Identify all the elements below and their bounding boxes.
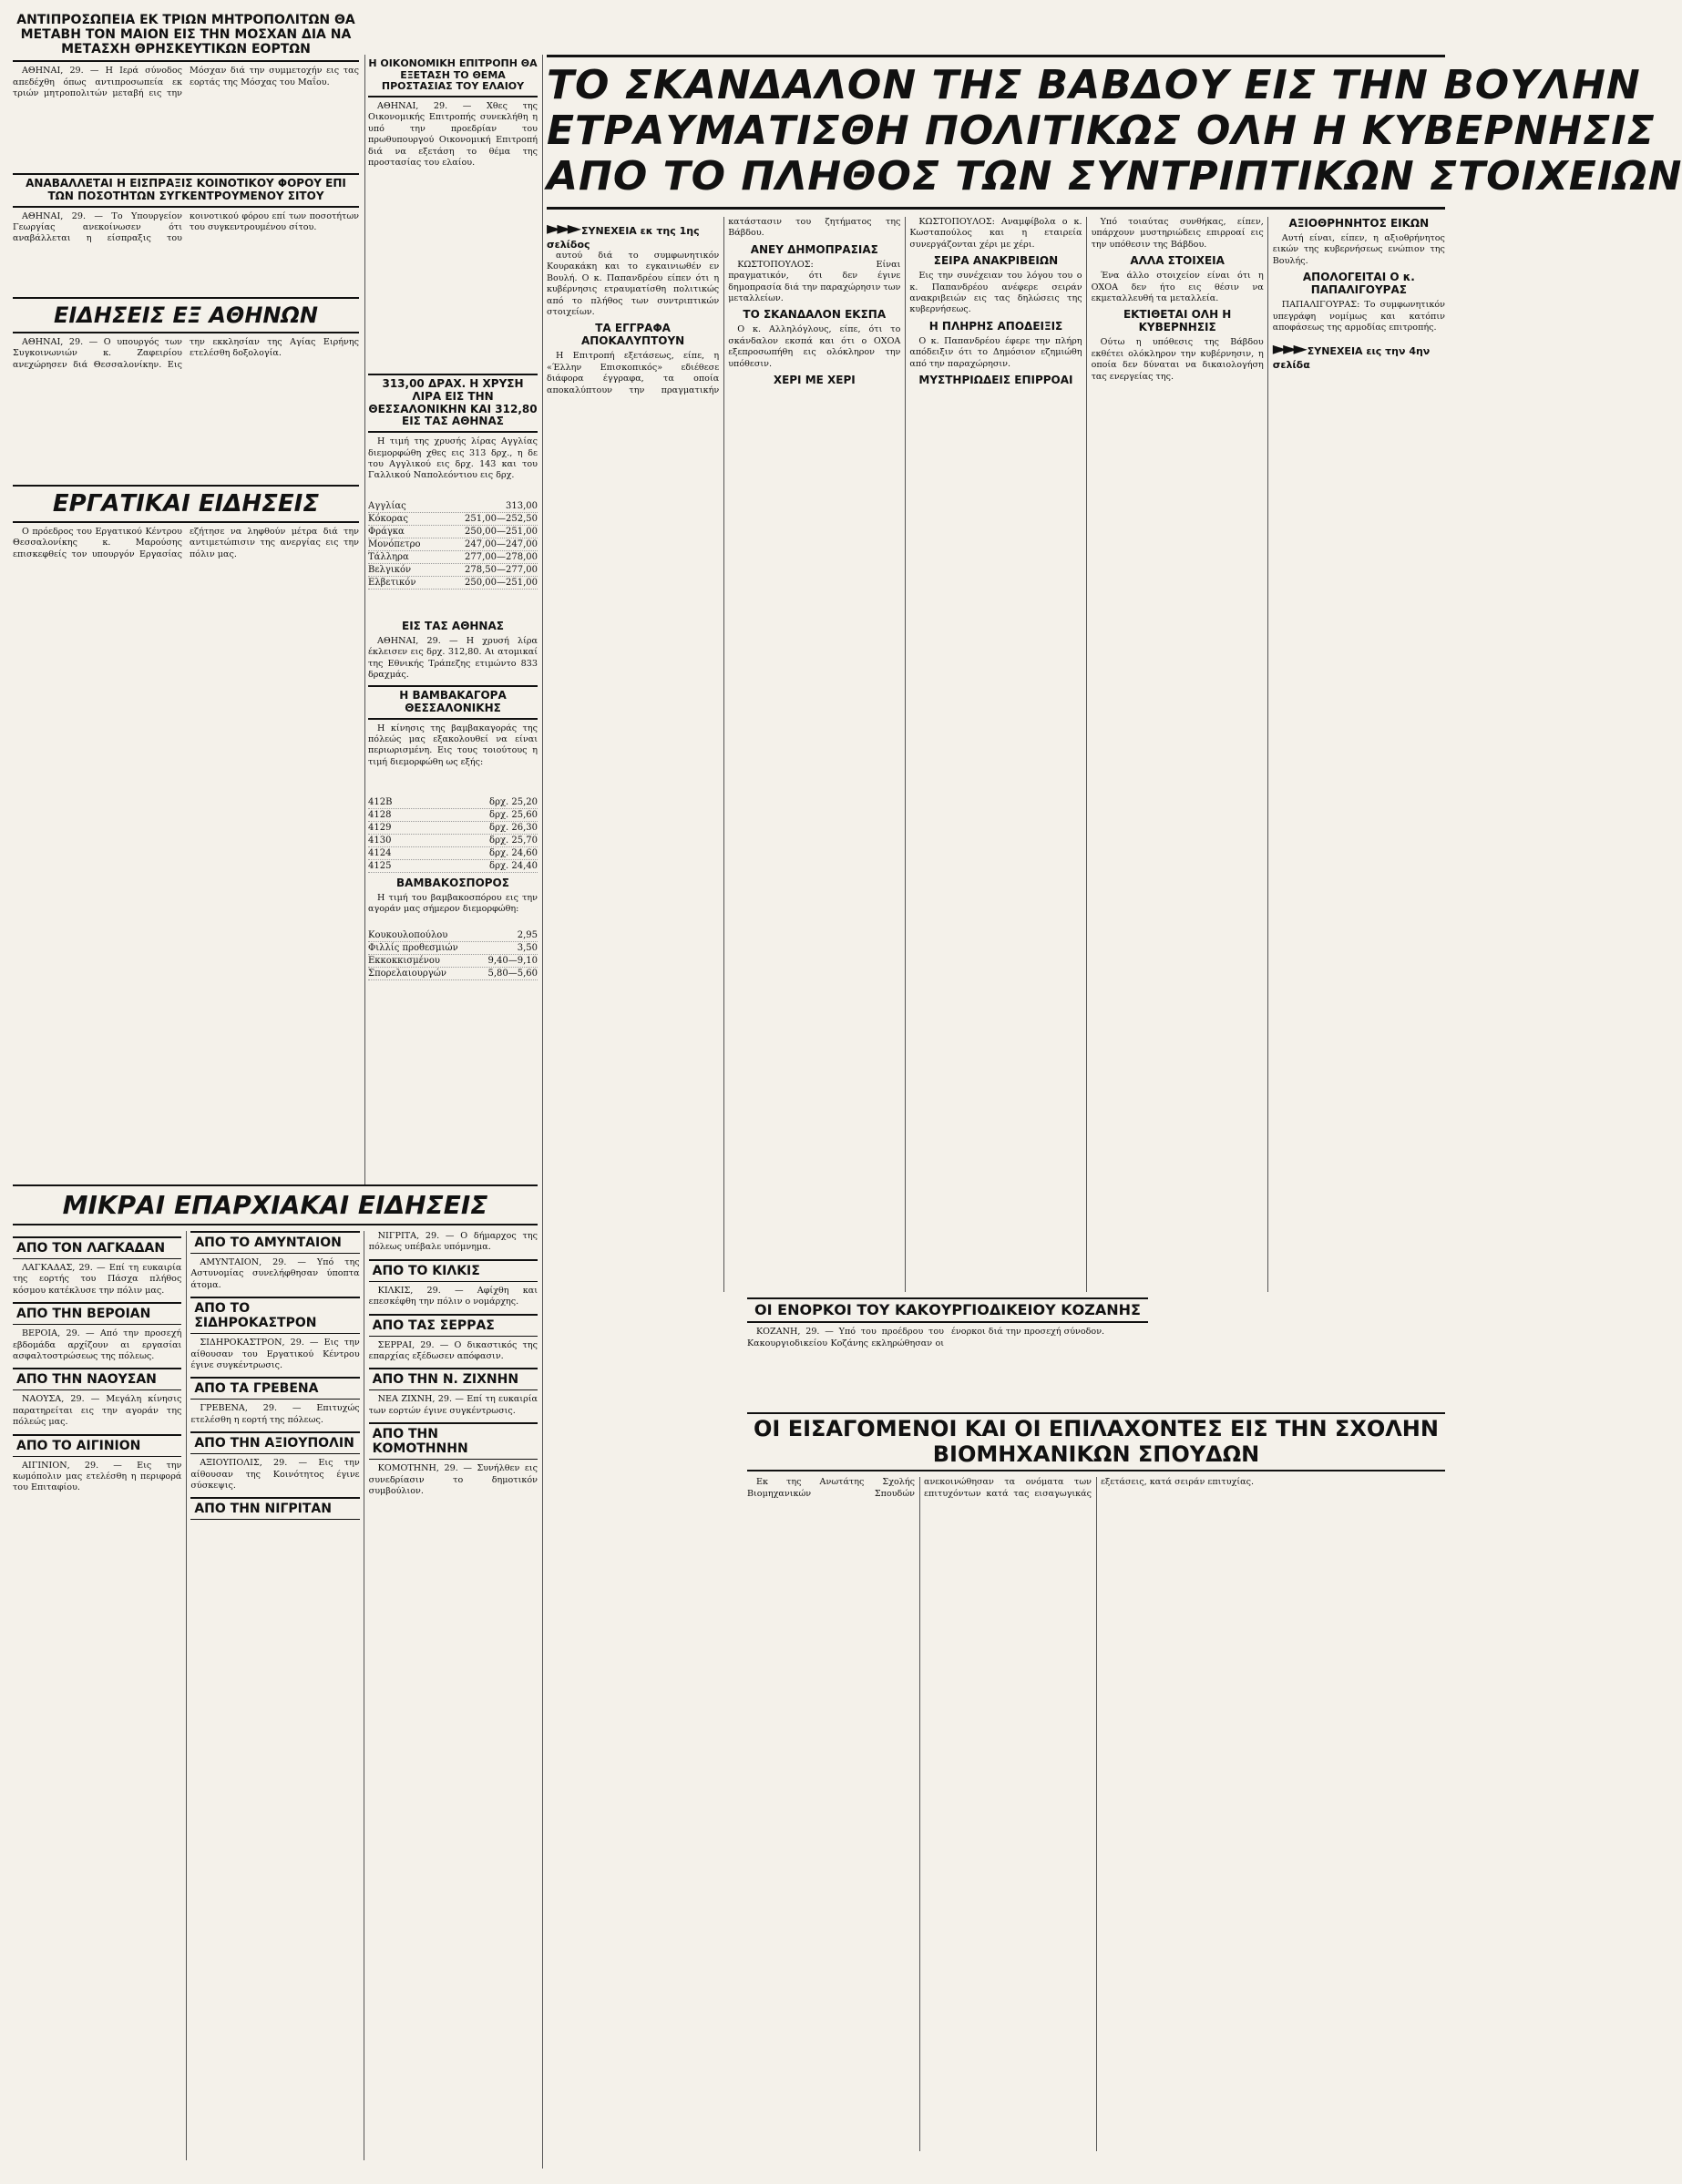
article-paragraph: Ούτω η υπόθεσις της Βάβδου εκθέτει ολόκληρον την κυβέρνησιν, η οποία δεν δύναται να δικαιολογήση τας ενεργείας της. xyxy=(1091,337,1264,382)
provincial-section xyxy=(190,1377,359,1426)
economic-committee-body xyxy=(368,101,538,365)
main-headline-line1: ΤΟ ΣΚΑΝΔΑΛΟΝ ΤΗΣ ΒΑΒΔΟΥ ΕΙΣ ΤΗΝ ΒΟΥΛΗΝ xyxy=(547,62,1641,108)
article-paragraph: ΚΩΣΤΟΠΟΥΛΟΣ: Αναμφίβολα ο κ. Κωσταπούλος και η εταιρεία συνεργάζονται χέρι με χέρι. xyxy=(909,217,1082,250)
provincial-section xyxy=(13,1236,181,1297)
provincial-section-title: ΑΠΟ ΤΟ ΣΙΔΗΡΟΚΑΣΤΡΟΝ xyxy=(190,1297,359,1334)
tax-article xyxy=(13,173,359,292)
provincial-section xyxy=(13,1368,181,1428)
table-row: Σπορελαιουργών 5,80—5,60 xyxy=(368,968,538,979)
table-row: Αγγλίας 313,00 xyxy=(368,501,538,512)
tax-body xyxy=(13,211,359,293)
provincial-section-text: ΣΙΔΗΡΟΚΑΣΤΡΟΝ, 29. — Εις την αίθουσαν του Εργατικού Κέντρου έγινε συγκέντρωσις. xyxy=(190,1338,360,1371)
provincial-section-text: ΚΙΛΚΙΣ, 29. — Αφίχθη και επεσκέφθη την πόλιν ο νομάρχης. xyxy=(368,1285,538,1307)
cotton-text: Η κίνησις της βαμβακαγοράς της πόλεώς μας εξακολουθεί να είναι περιωρισμένη. Εις τους τοιούτους η τιμή διεμορφώθη ως εξής: xyxy=(368,723,538,767)
column-rule xyxy=(364,55,365,1184)
provincial-section-text: ΣΕΡΡΑΙ, 29. — Ο δικαστικός της επαρχίας εξέδωσεν απόφασιν. xyxy=(368,1339,538,1362)
main-headline xyxy=(547,55,1682,210)
arrow-icon: ►►► xyxy=(1272,337,1304,360)
provincial-section-text: ΓΡΕΒΕΝΑ, 29. — Επιτυχώς ετελέσθη η εορτή της πόλεως. xyxy=(190,1403,360,1425)
jurors-body xyxy=(747,1327,1148,1400)
economic-committee-text: ΑΘΗΝΑΙ, 29. — Χθες της Οικονομικής Επιτροπής συνεκλήθη η υπό την προεδρίαν του πρωθυπουργού Οικονομική Επιτροπή διά να εξετάση το θέμα της προστασίας του ελαίου. xyxy=(368,100,538,168)
table-row: Εκκοκκισμένου 9,40—9,10 xyxy=(368,955,538,966)
article-subhead: Η ΠΛΗΡΗΣ ΑΠΟΔΕΙΞΙΣ xyxy=(928,319,1063,333)
table-row: 4129 δρχ. 26,30 xyxy=(368,822,538,833)
labor-news-body xyxy=(13,527,359,709)
article-subhead: ΤΑ ΕΓΓΡΑΦΑ ΑΠΟΚΑΛΥΠΤΟΥΝ xyxy=(580,322,685,348)
cottonseed-price-table xyxy=(368,929,538,980)
article-subhead: ΑΛΛΑ ΣΤΟΙΧΕΙΑ xyxy=(1130,254,1225,268)
provincial-news-title: ΜΙΚΡΑΙ ΕΠΑΡΧΙΑΚΑΙ ΕΙΔΗΣΕΙΣ xyxy=(13,1184,538,1225)
gold-pound-body xyxy=(368,436,538,500)
article-subhead: ΑΞΙΟΘΡΗΝΗΤΟΣ ΕΙΚΩΝ xyxy=(1288,217,1430,230)
provincial-section-title: ΑΠΟ ΤΗΝ ΝΙΓΡΙΤΑΝ xyxy=(190,1497,359,1520)
jurors-headline: ΟΙ ΕΝΟΡΚΟΙ ΤΟΥ ΚΑΚΟΥΡΓΙΟΔΙΚΕΙΟΥ ΚΟΖΑΝΗΣ xyxy=(747,1297,1148,1323)
main-headline-line3: ΑΠΟ ΤΟ ΠΛΗΘΟΣ ΤΩΝ ΣΥΝΤΡΙΠΤΙΚΩΝ ΣΤΟΙΧΕΙΩΝ xyxy=(547,153,1682,200)
continued-end-label: ►►► ΣΥΝΕΧΕΙΑ εις την 4ην σελίδα xyxy=(1272,337,1431,372)
table-row: Μονόπετρο 247,00—247,00 xyxy=(368,539,538,550)
cotton-body xyxy=(368,723,538,796)
provincial-section-title: ΑΠΟ ΤΑΣ ΣΕΡΡΑΣ xyxy=(369,1314,538,1337)
provincial-section xyxy=(190,1297,359,1371)
provincial-section-title: ΑΠΟ ΤΟ ΚΙΛΚΙΣ xyxy=(369,1259,538,1282)
cottonseed-text: Η τιμή του βαμβακοσπόρου εις την αγοράν μας σήμερον διεμορφώθη: xyxy=(368,892,538,914)
table-row: 4128 δρχ. 25,60 xyxy=(368,809,538,820)
main-headline-line2: ΕΤΡΑΥΜΑΤΙΣΘΗ ΠΟΛΙΤΙΚΩΣ ΟΛΗ Η ΚΥΒΕΡΝΗΣΙΣ xyxy=(547,108,1656,154)
continued-label: ►►► ΣΥΝΕΧΕΙΑ εκ της 1ης σελίδος xyxy=(547,217,700,251)
table-row: Τάλληρα 277,00—278,00 xyxy=(368,552,538,563)
table-row: Ελβετικόν 250,00—251,00 xyxy=(368,578,538,589)
jurors-text: ΚΟΖΑΝΗ, 29. — Υπό του προέδρου του Κακουργιοδικείου Κοζάνης εκληρώθησαν οι ένορκοι διά την προσεχή σύνοδον. xyxy=(747,1327,1105,1348)
article-subhead: ΑΠΟΛΟΓΕΙΤΑΙ Ο κ. ΠΑΠΑΛΙΓΟΥΡΑΣ xyxy=(1302,271,1415,297)
table-row: 4124 δρχ. 24,60 xyxy=(368,847,538,858)
cotton-headline: Η ΒΑΜΒΑΚΑΓΟΡΑ ΘΕΣΣΑΛΟΝΙΚΗΣ xyxy=(368,685,538,720)
article-paragraph: ΠΑΠΑΛΙΓΟΥΡΑΣ: Το συμφωνητικόν υπεγράφη νομίμως και κατόπιν αποφάσεως της αρμοδίας επιτροπής. xyxy=(1272,300,1445,333)
provincial-section-text: ΑΙΓΙΝΙΟΝ, 29. — Εις την κωμόπολιν μας ετελέσθη η περιφορά του Επιταφίου. xyxy=(13,1460,182,1493)
article-subhead: ΤΟ ΣΚΑΝΔΑΛΟΝ ΕΚΣΠΑ xyxy=(743,308,887,322)
athens-news-article xyxy=(13,297,359,479)
provincial-news-article xyxy=(13,1184,538,2169)
athens-price-title: ΕΙΣ ΤΑΣ ΑΘΗΝΑΣ xyxy=(402,620,504,632)
article-subhead: ΑΝΕΥ ΔΗΜΟΠΡΑΣΙΑΣ xyxy=(750,242,878,256)
provincial-section-title: ΑΠΟ ΤΟ ΑΜΥΝΤΑΙΟΝ xyxy=(190,1231,359,1254)
gold-price-table xyxy=(368,500,538,590)
column-rule xyxy=(542,55,543,2169)
provincial-columns xyxy=(13,1231,538,2160)
athens-news-title: ΕΙΔΗΣΕΙΣ ΕΞ ΑΘΗΝΩΝ xyxy=(13,297,359,333)
athens-news-text: ΑΘΗΝΑΙ, 29. — Ο υπουργός των Συγκοινωνιών κ. Ζαφειρίου ανεχώρησεν διά Θεσσαλονίκην. Εις την εκκλησίαν της Αγίας Ειρήνης ετελέσθη δοξολογία. xyxy=(13,337,359,370)
provincial-section-text: ΝΑΟΥΣΑ, 29. — Μεγάλη κίνησις παρατηρείται εις την αγοράν της πόλεώς μας. xyxy=(13,1394,182,1428)
cotton-article xyxy=(368,685,538,1177)
table-row: Βελγικόν 278,50—277,00 xyxy=(368,565,538,576)
provincial-section-title: ΑΠΟ ΤΟ ΑΙΓΙΝΙΟΝ xyxy=(13,1434,181,1457)
table-row: Κουκουλοπούλου 2,95 xyxy=(368,929,538,940)
metropolitans-body xyxy=(13,66,359,175)
provincial-section-text: ΑΞΙΟΥΠΟΛΙΣ, 29. — Εις την αίθουσαν της Κοινότητος έγινε σύσκεψις. xyxy=(190,1458,360,1492)
article-subhead: ΧΕΡΙ ΜΕ ΧΕΡΙ xyxy=(773,374,856,387)
provincial-section-text: ΛΑΓΚΑΔΑΣ, 29. — Επί τη ευκαιρία της εορτής του Πάσχα πλήθος κόσμου κατέκλυσε την πόλιν μας. xyxy=(13,1263,182,1296)
article-paragraph: Αυτή είναι, είπεν, η αξιοθρήνητος εικών της κυβερνήσεως ενώπιον της Βουλής. xyxy=(1272,233,1445,266)
gold-pound-text: Η τιμή της χρυσής λίρας Αγγλίας διεμορφώθη χθες εις 313 δρχ., η δε του Αγγλικού εις δρχ. 143 και του Γαλλικού Ναπολεόντιου εις δρχ. xyxy=(368,436,538,481)
metropolitans-text: ΑΘΗΝΑΙ, 29. — Η Ιερά σύνοδος απεδέχθη όπως αντιπροσωπεία εκ τριών μητροπολιτών μεταβή εις την Μόσχαν διά την συμμετοχήν εις τας εορτάς της Μόσχας του Μαΐου. xyxy=(13,66,359,99)
provincial-section-text: ΑΜΥΝΤΑΙΟΝ, 29. — Υπό της Αστυνομίας συνελήφθησαν ύποπτα άτομα. xyxy=(190,1257,360,1290)
article-paragraph: Εις την συνέχειαν του λόγου του ο κ. Παπανδρέου ανέφερε σειράν ανακριβειών εις τας δηλώσεις της κυβερνήσεως. xyxy=(909,271,1082,315)
cottonseed-body xyxy=(368,893,538,929)
table-row: 4130 δρχ. 25,70 xyxy=(368,835,538,846)
article-paragraph: Ο κ. Αλληλόγλους, είπε, ότι το σκάνδαλον εκσπά και ότι ο ΟΧΟΑ εξεπροσωπήθη εις ολόκληρον την υπόθεσιν. xyxy=(728,324,901,369)
provincial-section-title: ΑΠΟ ΤΗΝ ΑΞΙΟΥΠΟΛΙΝ xyxy=(190,1431,359,1454)
athens-price-body xyxy=(368,636,538,681)
athens-price-article xyxy=(368,616,538,680)
article-paragraph: Η Επιτροπή εξετάσεως, είπε, η «Έλλην Επισκοπικός» εδιέθεσε διάφορα έγγραφα, τα οποία αποκαλύπτουν την πραγματικήν κατάστασιν του ζητήματος της Βάβδου. xyxy=(547,217,901,395)
metropolitans-headline: ΑΝΤΙΠΡΟΣΩΠΕΙΑ ΕΚ ΤΡΙΩΝ ΜΗΤΡΟΠΟΛΙΤΩΝ ΘΑ ΜΕΤΑΒΗ ΤΟΝ ΜΑΙΟΝ ΕΙΣ ΤΗΝ ΜΟΣΧΑΝ ΔΙΑ ΝΑ ΜΕΤΑΣΧΗ ΘΡΗΣΚΕΥΤΙΚΩΝ ΕΟΡΤΩΝ xyxy=(13,13,359,62)
tax-headline: ΑΝΑΒΑΛΛΕΤΑΙ Η ΕΙΣΠΡΑΞΙΣ ΚΟΙΝΟΤΙΚΟΥ ΦΟΡΟΥ ΕΠΙ ΤΩΝ ΠΟΣΟΤΗΤΩΝ ΣΥΓΚΕΝΤΡΟΥΜΕΝΟΥ ΣΙΤΟΥ xyxy=(13,173,359,208)
table-row: 412Β δρχ. 25,20 xyxy=(368,796,538,807)
provincial-section xyxy=(369,1259,538,1308)
article-subhead: ΣΕΙΡΑ ΑΝΑΚΡΙΒΕΙΩΝ xyxy=(933,254,1059,268)
provincial-section-title: ΑΠΟ ΤΟΝ ΛΑΓΚΑΔΑΝ xyxy=(13,1236,181,1259)
school-body xyxy=(747,1477,1445,2151)
metropolitans-article xyxy=(13,13,359,168)
gold-pound-article xyxy=(368,374,538,610)
main-article xyxy=(547,217,1445,1292)
provincial-section xyxy=(13,1434,181,1494)
article-subhead: ΜΥΣΤΗΡΙΩΔΕΙΣ ΕΠΙΡΡΟΑΙ xyxy=(918,374,1073,387)
article-paragraph: Ένα άλλο στοιχείον είναι ότι η ΟΧΟΑ δεν ήτο εις θέσιν να εκμεταλλευθή τα μεταλλεία. xyxy=(1091,271,1264,304)
provincial-section-text: ΝΙΓΡΙΤΑ, 29. — Ο δήμαρχος της πόλεως υπέβαλε υπόμνημα. xyxy=(368,1231,538,1253)
arrow-icon: ►►► xyxy=(547,217,579,239)
provincial-section xyxy=(369,1368,538,1417)
labor-news-title: ΕΡΓΑΤΙΚΑΙ ΕΙΔΗΣΕΙΣ xyxy=(13,485,359,523)
provincial-section xyxy=(190,1431,359,1492)
athens-price-text: ΑΘΗΝΑΙ, 29. — Η χρυσή λίρα έκλεισεν εις δρχ. 312,80. Αι ατομικαί της Εθνικής Τράπεζης ετιμώντο 833 δραχμάς. xyxy=(368,636,538,681)
provincial-section-text: ΒΕΡΟΙΑ, 29. — Από την προσεχή εβδομάδα αρχίζουν αι εργασίαι ασφαλτοστρώσεως της πόλεως. xyxy=(13,1328,182,1362)
table-row: 4125 δρχ. 24,40 xyxy=(368,860,538,871)
article-paragraph: αυτού διά το συμφωνητικόν Κουρακάκη και το εγκαινιωθέν εν Βουλή. Ο κ. Παπανδρέου είπεν ότι η κυβέρνησις ετραυματίσθη πολιτικώς από το πλήθος των συντριπτικών στοιχείων. xyxy=(547,251,720,318)
provincial-section-title: ΑΠΟ ΤΗΝ ΚΟΜΟΤΗΝΗΝ xyxy=(369,1422,538,1460)
provincial-section-text: ΝΕΑ ΖΙΧΝΗ, 29. — Επί τη ευκαιρία των εορτών έγινε συγκέντρωσις. xyxy=(368,1394,538,1416)
jurors-article xyxy=(747,1297,1148,1407)
tax-text: ΑΘΗΝΑΙ, 29. — Το Υπουργείον Γεωργίας ανεκοίνωσεν ότι αναβάλλεται η είσπραξις του κοινοτικού φόρου επί των ποσοτήτων του συγκεντρουμένου σίτου. xyxy=(13,210,359,244)
provincial-section xyxy=(190,1231,359,1291)
labor-news-article xyxy=(13,485,359,713)
provincial-section xyxy=(13,1302,181,1362)
labor-news-text: Ο πρόεδρος του Εργατικού Κέντρου Θεσσαλονίκης κ. Μαρούσης επισκεφθείς τον υπουργόν Εργασίας εζήτησε να ληφθούν μέτρα διά την αντιμετώπισιν της ανεργίας εις την πόλιν μας. xyxy=(13,527,359,559)
article-paragraph: ΚΩΣΤΟΠΟΥΛΟΣ: Είναι πραγματικόν, ότι δεν έγινε δημοπρασία διά την παραχώρησιν των μεταλλείων. xyxy=(728,259,901,304)
article-subhead: ΕΚΤΙΘΕΤΑΙ ΟΛΗ Η ΚΥΒΕΡΝΗΣΙΣ xyxy=(1123,308,1232,334)
athens-news-body xyxy=(13,337,359,474)
article-paragraph: Ο κ. Παπανδρέου έφερε την πλήρη απόδειξιν ότι το Δημόσιον εζημιώθη από την παραχώρησιν. xyxy=(909,335,1082,369)
economic-committee-article xyxy=(368,58,538,368)
school-text: Εκ της Ανωτάτης Σχολής Βιομηχανικών Σπουδών ανεκοινώθησαν τα ονόματα των επιτυχόντων κατά τας εισαγωγικάς εξετάσεις, κατά σειράν επιτυχίας. xyxy=(747,1477,1255,1499)
school-headline: ΟΙ ΕΙΣΑΓΟΜΕΝΟΙ ΚΑΙ ΟΙ ΕΠΙΛΑΧΟΝΤΕΣ ΕΙΣ ΤΗΝ ΣΧΟΛΗΝ ΒΙΟΜΗΧΑΝΙΚΩΝ ΣΠΟΥΔΩΝ xyxy=(747,1412,1445,1471)
table-row: Φράγκα 250,00—251,00 xyxy=(368,527,538,538)
cotton-price-table xyxy=(368,796,538,873)
school-article xyxy=(747,1412,1445,2169)
cottonseed-title: ΒΑΜΒΑΚΟΣΠΟΡΟΣ xyxy=(396,876,509,889)
provincial-section-title: ΑΠΟ ΤΗΝ ΒΕΡΟΙΑΝ xyxy=(13,1302,181,1325)
gold-pound-headline: 313,00 ΔΡΑΧ. Η ΧΡΥΣΗ ΛΙΡΑ ΕΙΣ ΤΗΝ ΘΕΣΣΑΛΟΝΙΚΗΝ ΚΑΙ 312,80 ΕΙΣ ΤΑΣ ΑΘΗΝΑΣ xyxy=(368,374,538,433)
economic-committee-headline: Η ΟΙΚΟΝΟΜΙΚΗ ΕΠΙΤΡΟΠΗ ΘΑ ΕΞΕΤΑΣΗ ΤΟ ΘΕΜΑ ΠΡΟΣΤΑΣΙΑΣ ΤΟΥ ΕΛΑΙΟΥ xyxy=(368,58,538,97)
provincial-section-text: ΚΟΜΟΤΗΝΗ, 29. — Συνήλθεν εις συνεδρίασιν το δημοτικόν συμβούλιον. xyxy=(368,1463,538,1497)
provincial-section-title: ΑΠΟ ΤΗΝ Ν. ΖΙΧΝΗΝ xyxy=(369,1368,538,1390)
table-row: Φιλλίς προθεσμιών 3,50 xyxy=(368,942,538,953)
provincial-section xyxy=(369,1314,538,1363)
table-row: Κόκορας 251,00—252,50 xyxy=(368,514,538,525)
provincial-section-title: ΑΠΟ ΤΑ ΓΡΕΒΕΝΑ xyxy=(190,1377,359,1400)
article-paragraph: Υπό τοιαύτας συνθήκας, είπεν, υπάρχουν μυστηριώδεις επιρροαί εις την υπόθεσιν της Βάβδου. xyxy=(1091,217,1264,250)
provincial-section-title: ΑΠΟ ΤΗΝ ΝΑΟΥΣΑΝ xyxy=(13,1368,181,1390)
provincial-section xyxy=(369,1422,538,1497)
